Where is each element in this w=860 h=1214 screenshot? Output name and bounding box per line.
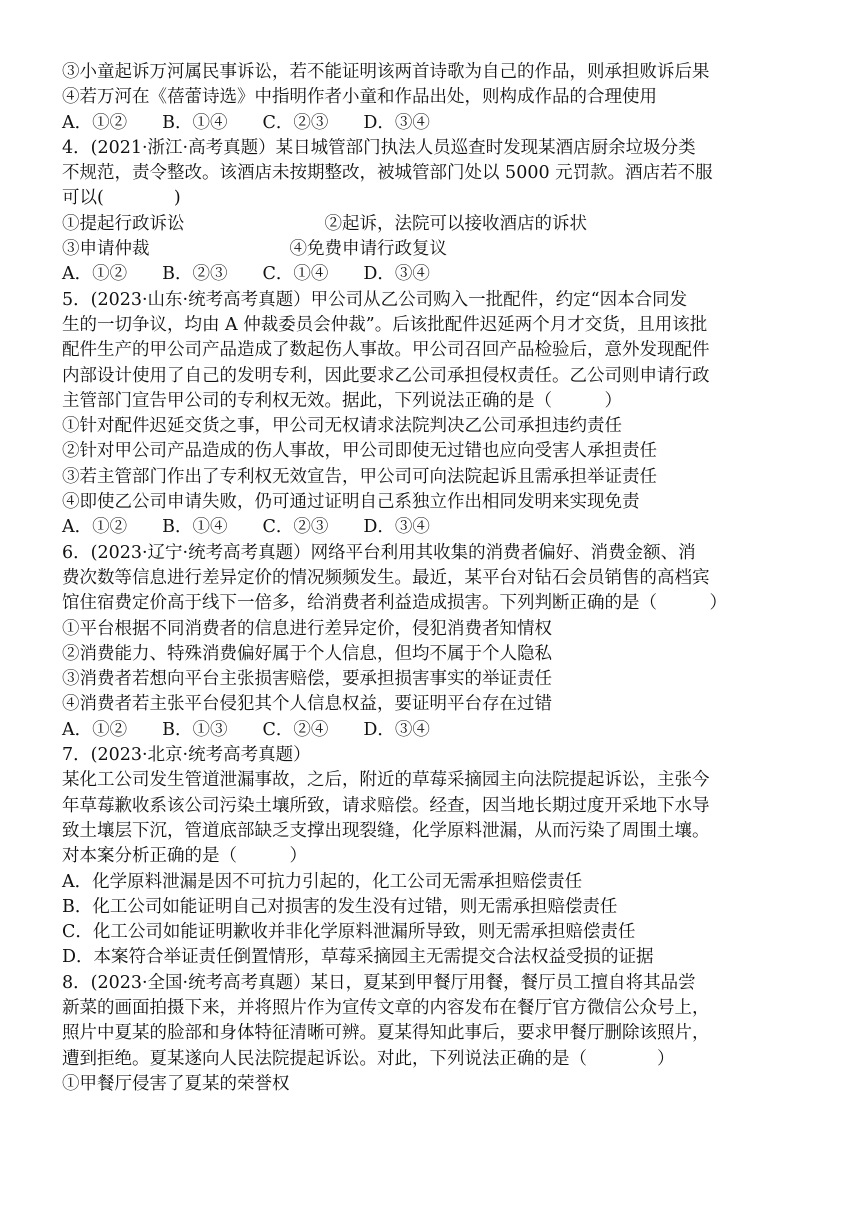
answer-options: A．①② B．①④ C．②③ D．③④	[62, 112, 430, 133]
text-line: 费次数等信息进行差异定价的情况频频发生。最近，某平台对钻石会员销售的高档宾	[62, 567, 710, 588]
answer-options: A．①② B．②③ C．①④ D．③④	[62, 264, 430, 285]
text-line: 可以( )	[62, 188, 181, 209]
text-line: 年草莓歉收系该公司污染土壤所致，请求赔偿。经查，因当地长期过度开采地下水导	[62, 795, 710, 816]
text-line: 内部设计使用了自己的发明专利，因此要求乙公司承担侵权责任。乙公司则申请行政	[62, 365, 710, 386]
text-line: 致土壤层下沉，管道底部缺乏支撑出现裂缝，化学原料泄漏，从而污染了周围土壤。	[62, 820, 710, 841]
text-line: 生的一切争议，均由 A 仲裁委员会仲裁”。后该批配件迟延两个月才交货，且用该批	[62, 314, 708, 335]
text-line: ①平台根据不同消费者的信息进行差异定价，侵犯消费者知情权	[62, 618, 552, 639]
text-line: 某化工公司发生管道泄漏事故，之后，附近的草莓采摘园主向法院提起诉讼，主张今	[62, 770, 710, 791]
text-line: 配件生产的甲公司产品造成了数起伤人事故。甲公司召回产品检验后，意外发现配件	[62, 340, 710, 361]
question-6-stem: 6．(2023·辽宁·统考高考真题）网络平台利用其收集的消费者偏好、消费金额、消	[62, 542, 696, 563]
text-line: ①甲餐厅侵害了夏某的荣誉权	[62, 1073, 290, 1094]
text-line: ③小童起诉万河属民事诉讼，若不能证明该两首诗歌为自己的作品，则承担败诉后果	[62, 62, 710, 82]
text-line: 新菜的画面拍摄下来，并将照片作为宣传文章的内容发布在餐厅官方微信公众号上，	[62, 997, 710, 1018]
text-line: ④若万河在《蓓蕾诗选》中指明作者小童和作品出处，则构成作品的合理使用	[62, 87, 657, 108]
text-line: ②消费能力、特殊消费偏好属于个人信息，但均不属于个人隐私	[62, 643, 552, 664]
text-line: ②针对甲公司产品造成的伤人事故，甲公司即使无过错也应向受害人承担责任	[62, 441, 657, 462]
answer-options: A．①② B．①④ C．②③ D．③④	[62, 517, 430, 538]
question-4-stem: 4．(2021·浙江·高考真题）某日城管部门执法人员巡查时发现某酒店厨余垃圾分类	[62, 137, 696, 158]
option-b: B．化工公司如能证明自己对损害的发生没有过错，则无需承担赔偿责任	[62, 896, 618, 917]
text-line: ④消费者若主张平台侵犯其个人信息权益，要证明平台存在过错	[62, 694, 552, 715]
text-line: 主管部门宣告甲公司的专利权无效。据此，下列说法正确的是（ ）	[62, 390, 622, 411]
question-5-stem: 5．(2023·山东·统考高考真题）甲公司从乙公司购入一批配件，约定“因本合同发	[62, 289, 688, 310]
text-line: 馆住宿费定价高于线下一倍多，给消费者利益造成损害。下列判断正确的是（ ）	[62, 593, 727, 614]
text-line: ③申请仲裁 ④免费申请行政复议	[62, 239, 447, 260]
answer-options: A．①② B．①③ C．②④ D．③④	[62, 719, 430, 740]
text-line: ①提起行政诉讼 ②起诉，法院可以接收酒店的诉状	[62, 213, 587, 234]
question-7-stem: 7．(2023·北京·统考高考真题）	[62, 745, 311, 766]
text-line: 照片中夏某的脸部和身体特征清晰可辨。夏某得知此事后，要求甲餐厅删除该照片，	[62, 1023, 710, 1044]
text-line: ①针对配件迟延交货之事，甲公司无权请求法院判决乙公司承担违约责任	[62, 416, 622, 437]
text-line: ③若主管部门作出了专利权无效宣告，甲公司可向法院起诉且需承担举证责任	[62, 466, 657, 487]
question-8-stem: 8．(2023·全国·统考高考真题）某日，夏某到甲餐厅用餐，餐厅员工擅自将其品尝	[62, 972, 696, 993]
option-c: C．化工公司如能证明歉收并非化学原料泄漏所导致，则无需承担赔偿责任	[62, 922, 636, 943]
text-line: ④即使乙公司申请失败，仍可通过证明自己系独立作出相同发明来实现免责	[62, 492, 640, 513]
document-page	[62, 60, 806, 1097]
text-line: ③消费者若想向平台主张损害赔偿，要承担损害事实的举证责任	[62, 669, 552, 690]
text-line: 对本案分析正确的是（ ）	[62, 846, 307, 867]
option-a: A．化学原料泄漏是因不可抗力引起的，化工公司无需承担赔偿责任	[62, 871, 583, 892]
option-d: D．本案符合举证责任倒置情形，草莓采摘园主无需提交合法权益受损的证据	[62, 947, 654, 968]
text-line: 遭到拒绝。夏某遂向人民法院提起诉讼。对此，下列说法正确的是（ ）	[62, 1048, 675, 1069]
text-line: 不规范，责令整改。该酒店未按期整改，被城管部门处以 5000 元罚款。酒店若不服	[62, 163, 713, 184]
